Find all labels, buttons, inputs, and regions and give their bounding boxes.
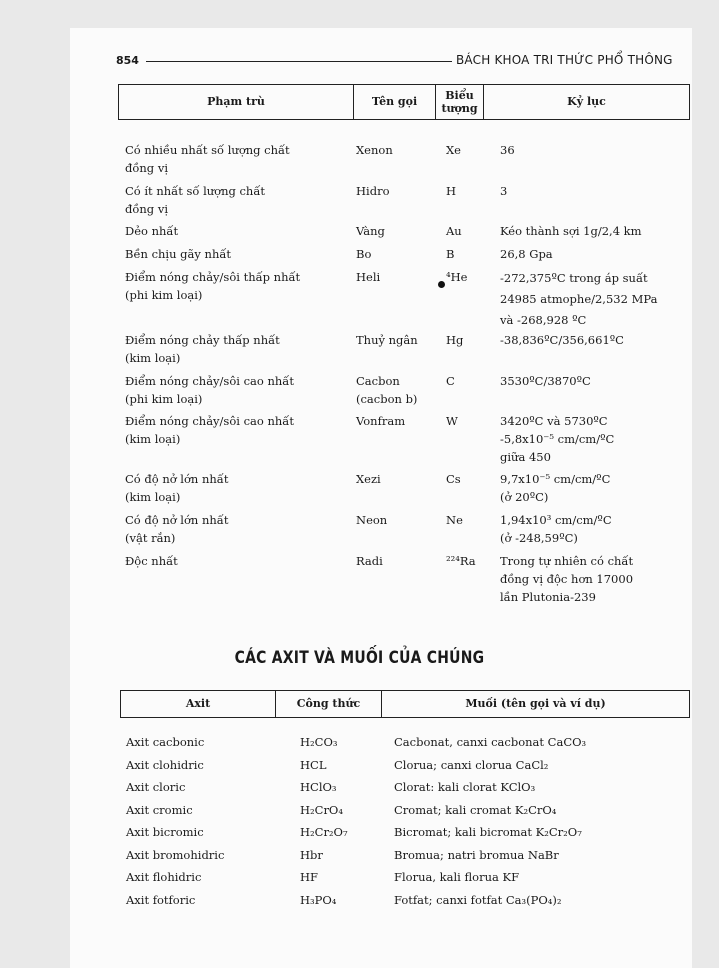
salt-cell: Bromua; natri bromua NaBr — [394, 847, 559, 862]
formula-cell: HClO₃ — [300, 780, 337, 794]
col-header-symbol: Biểu tượng — [435, 85, 483, 119]
category-cell: Có ít nhất số lượng chất đồng vị — [125, 184, 266, 216]
symbol-cell: Cs — [446, 472, 461, 486]
name-cell: Vonfram — [356, 414, 406, 428]
symbol-cell: Xe — [446, 143, 461, 157]
symbol-cell: W — [446, 414, 458, 428]
acid-cell: Axit flohidric — [126, 870, 202, 884]
category-cell: Có nhiều nhất số lượng chất đồng vị — [125, 143, 290, 175]
formula-cell: HF — [300, 870, 319, 884]
category-cell: Có độ nở lớn nhất (kim loại) — [125, 472, 229, 504]
acid-cell: Axit clohidric — [126, 757, 204, 772]
col-header-category: Phạm trù — [207, 95, 265, 109]
symbol-cell: B — [446, 247, 455, 261]
category-cell: Điểm nóng chảy/sôi cao nhất (kim loại) — [125, 414, 294, 446]
record-cell: 36 — [500, 143, 515, 157]
col-header-record: Kỷ lục — [483, 85, 689, 119]
record-cell: 1,94x10³ cm/cm/ºC (ở -248,59ºC) — [500, 513, 612, 545]
name-cell: Xezi — [356, 472, 381, 486]
records-table-header — [118, 84, 690, 120]
record-cell: -38,836ºC/356,661ºC — [500, 333, 624, 347]
name-cell: Radi — [356, 554, 383, 568]
name-cell: Vàng — [356, 224, 385, 238]
page-number: 854 — [116, 54, 139, 67]
symbol-cell: Hg — [446, 333, 464, 347]
category-cell: Điểm nóng chảy thấp nhất (kim loại) — [125, 333, 280, 365]
ink-spot — [438, 281, 445, 288]
col-header-formula: Công thức — [275, 691, 381, 717]
record-cell: 3 — [500, 184, 508, 198]
formula-cell: HCL — [300, 757, 327, 772]
acids-table-header — [120, 690, 690, 718]
record-cell: -272,375ºC trong áp suất 24985 atmophe/2,532 MPa và -268,928 ºC — [500, 271, 658, 327]
acid-cell: Axit fotforic — [126, 892, 196, 907]
formula-cell: H₂CO₃ — [300, 735, 338, 749]
acid-cell: Axit cloric — [126, 780, 186, 794]
acid-cell: Axit bicromic — [126, 825, 204, 839]
record-cell: 9,7x10⁻⁵ cm/cm/ºC (ở 20ºC) — [500, 472, 611, 504]
formula-cell: Hbr — [300, 847, 323, 862]
acid-cell: Axit cromic — [126, 802, 193, 817]
symbol-cell: ⁴He — [446, 270, 468, 284]
name-cell: Cacbon (cacbon b) — [356, 374, 418, 406]
book-title: BÁCH KHOA TRI THỨC PHỔ THÔNG — [456, 53, 673, 67]
symbol-cell: C — [446, 374, 455, 388]
category-cell: Điểm nóng chảy/sôi thấp nhất (phi kim loại) — [125, 270, 301, 302]
name-cell: Neon — [356, 513, 388, 527]
name-cell: Hidro — [356, 184, 390, 198]
formula-cell: H₃PO₄ — [300, 892, 337, 907]
category-cell: Có độ nở lớn nhất (vật rắn) — [125, 513, 229, 545]
acid-cell: Axit bromohidric — [126, 847, 225, 862]
record-cell: Kéo thành sợi 1g/2,4 km — [500, 224, 642, 238]
category-cell: Bền chịu gãy nhất — [125, 247, 232, 261]
col-header-salt: Muối (tên gọi và ví dụ) — [381, 691, 689, 717]
salt-cell: Clorat: kali clorat KClO₃ — [394, 780, 536, 794]
category-cell: Điểm nóng chảy/sôi cao nhất (phi kim loại) — [125, 374, 294, 406]
salt-cell: Cacbonat, canxi cacbonat CaCO₃ — [394, 735, 587, 749]
salt-cell: Cromat; kali cromat K₂CrO₄ — [394, 802, 557, 817]
acid-cell: Axit cacbonic — [126, 735, 205, 749]
col-header-name: Tên gọi — [353, 85, 435, 119]
record-cell: Trong tự nhiên có chất đồng vị độc hơn 17000 lần Plutonia-239 — [500, 554, 634, 604]
name-cell: Xenon — [356, 143, 393, 157]
symbol-cell: Ne — [446, 513, 463, 527]
col-header-acid: Axit — [185, 697, 211, 711]
record-cell: 3530ºC/3870ºC — [500, 374, 591, 388]
name-cell: Bo — [356, 247, 372, 261]
formula-cell: H₂CrO₄ — [300, 802, 343, 817]
symbol-cell: ²²⁴Ra — [446, 554, 476, 568]
name-cell: Thuỷ ngân — [356, 333, 418, 347]
salt-cell: Bicromat; kali bicromat K₂Cr₂O₇ — [394, 825, 582, 839]
name-cell: Heli — [356, 270, 381, 284]
symbol-cell: H — [446, 184, 457, 198]
record-cell: 26,8 Gpa — [500, 247, 553, 261]
category-cell: Độc nhất — [125, 554, 178, 568]
section-title: CÁC AXIT VÀ MUỐI CỦA CHÚNG — [234, 648, 485, 668]
salt-cell: Florua, kali florua KF — [394, 870, 520, 884]
salt-cell: Fotfat; canxi fotfat Ca₃(PO₄)₂ — [394, 892, 562, 907]
symbol-cell: Au — [446, 224, 462, 238]
salt-cell: Clorua; canxi clorua CaCl₂ — [394, 757, 549, 772]
record-cell: 3420ºC và 5730ºC -5,8x10⁻⁵ cm/cm/ºC giữa 450 — [500, 414, 615, 464]
header-rule — [146, 61, 452, 62]
formula-cell: H₂Cr₂O₇ — [300, 825, 348, 839]
category-cell: Dẻo nhất — [125, 224, 179, 238]
